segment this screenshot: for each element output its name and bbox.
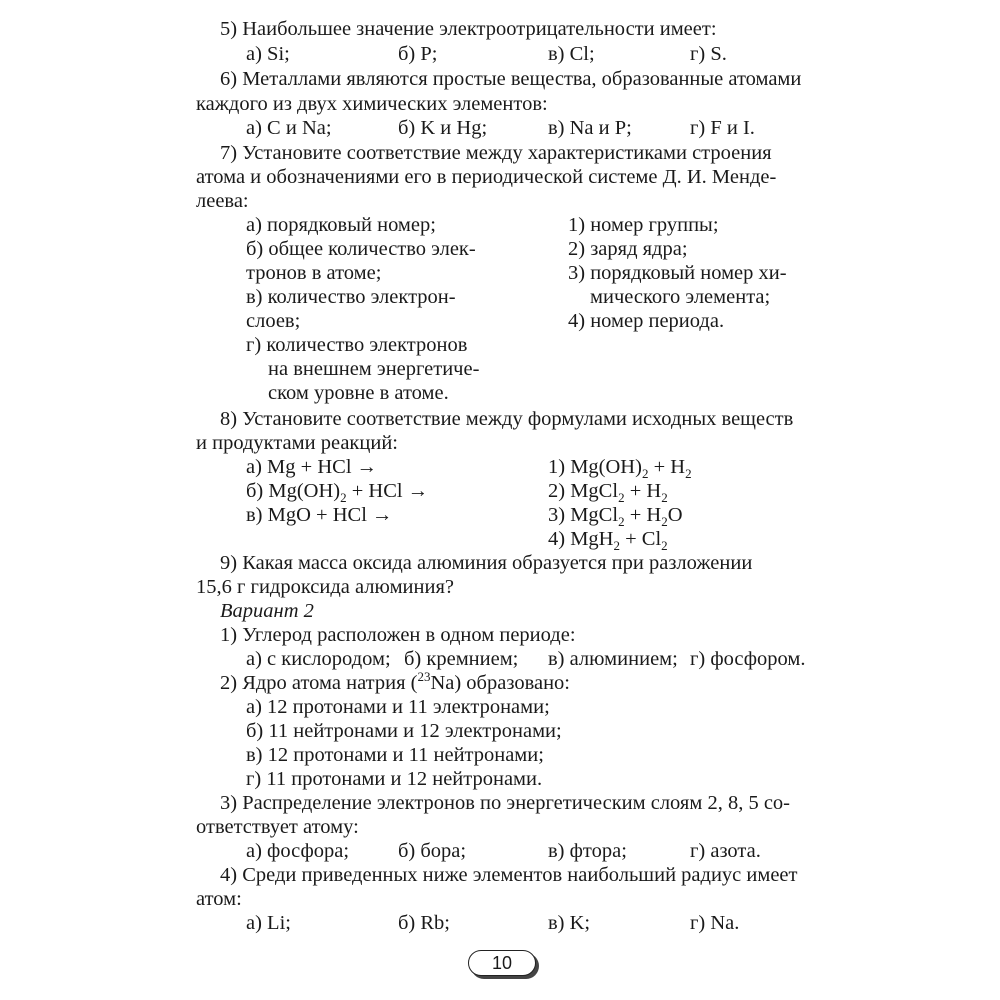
v2q4-option-d: г) Na. <box>690 912 740 934</box>
q9-line-1: 9) Какая масса оксида алюминия образуется при разложении <box>220 552 753 574</box>
q7-right-item: 2) заряд ядра; <box>568 238 688 260</box>
q7-left-item: тронов в атоме; <box>246 262 382 284</box>
q6-line-1: 6) Металлами являются простые вещества, образованные атомами <box>220 68 802 90</box>
page-number: 10 <box>468 950 536 976</box>
v2q3-option-d: г) азота. <box>690 840 761 862</box>
v2q3-option-a: а) фосфора; <box>246 840 350 862</box>
v2q2-option-b: б) 11 нейтронами и 12 электронами; <box>246 720 562 742</box>
q7-left-item: б) общее количество элек- <box>246 238 476 260</box>
v2q1-option-c: в) алюминием; <box>548 648 678 670</box>
q5-option-c: в) Cl; <box>548 43 595 65</box>
v2q2-option-a: а) 12 протонами и 11 электронами; <box>246 696 550 718</box>
q5-option-d: г) S. <box>690 43 727 65</box>
v2q1-option-d: г) фосфором. <box>690 648 806 670</box>
v2q2-option-d: г) 11 протонами и 12 нейтронами. <box>246 768 543 790</box>
v2q1-option-a: а) с кислородом; <box>246 648 391 670</box>
v2q1-text: 1) Углерод расположен в одном периоде: <box>220 624 576 646</box>
q8-reactant: б) $Mg(OH)_2$ + HCl → <box>246 480 429 506</box>
q7-line-3: леева: <box>196 190 249 212</box>
q7-left-item: ском уровне в атоме. <box>268 382 449 404</box>
q8-line-1: 8) Установите соответствие между формулами исходных веществ <box>220 408 794 430</box>
q7-left-item: а) порядковый номер; <box>246 214 436 236</box>
q8-reactant: а) Mg + HCl → <box>246 456 378 478</box>
v2q3-line-1: 3) Распределение электронов по энергетическим слоям 2, 8, 5 со- <box>220 792 790 814</box>
v2q2-option-c: в) 12 протонами и 11 нейтронами; <box>246 744 544 766</box>
v2q4-line-2: атом: <box>196 888 242 910</box>
v2q3-line-2: ответствует атому: <box>196 816 359 838</box>
q9-line-2: 15,6 г гидроксида алюминия? <box>196 576 454 598</box>
q5-option-b: б) P; <box>398 43 438 65</box>
q7-right-item: мического элемента; <box>590 286 771 308</box>
v2q3-option-b: б) бора; <box>398 840 467 862</box>
q7-right-item: 3) порядковый номер хи- <box>568 262 787 284</box>
q7-left-item: в) количество электрон- <box>246 286 456 308</box>
q7-left-item: г) количество электронов <box>246 334 468 356</box>
q5-text: 5) Наибольшее значение электроотрицательности имеет: <box>220 18 717 40</box>
q6-line-2: каждого из двух химических элементов: <box>196 93 548 115</box>
q7-line-1: 7) Установите соответствие между характеристиками строения <box>220 142 772 164</box>
q7-left-item: на внешнем энергетиче- <box>268 358 480 380</box>
variant-heading: Вариант 2 <box>220 600 314 622</box>
q6-option-d: г) F и I. <box>690 117 755 139</box>
q8-product: 2) MgCl$_2$ + $H_2$ <box>548 480 668 506</box>
v2q3-option-c: в) фтора; <box>548 840 627 862</box>
v2q4-option-a: а) Li; <box>246 912 291 934</box>
v2q4-option-c: в) K; <box>548 912 591 934</box>
q7-right-item: 1) номер группы; <box>568 214 719 236</box>
q8-product: 4) $MgH_2 + Cl_2$ <box>548 528 668 554</box>
q7-left-item: слоев; <box>246 310 301 332</box>
q8-line-2: и продуктами реакций: <box>196 432 398 454</box>
q6-option-c: в) Na и P; <box>548 117 632 139</box>
q7-right-item: 4) номер периода. <box>568 310 725 332</box>
q8-product: 1) $Mg(OH)_2 + H_2$ <box>548 456 692 482</box>
v2q2-text: 2) Ядро атома натрия ($^{23}$Na) образовано: <box>220 669 570 694</box>
q5-option-a: а) Si; <box>246 43 290 65</box>
v2q4-line-1: 4) Среди приведенных ниже элементов наибольший радиус имеет <box>220 864 798 886</box>
q6-option-a: а) C и Na; <box>246 117 332 139</box>
q8-reactant: в) MgO + HCl → <box>246 504 393 526</box>
q7-line-2: атома и обозначениями его в периодической системе Д. И. Менде- <box>196 166 777 188</box>
q8-product: 3) MgCl$_2$ + $H_2O$ <box>548 504 683 530</box>
v2q1-option-b: б) кремнием; <box>404 648 519 670</box>
v2q4-option-b: б) Rb; <box>398 912 451 934</box>
q6-option-b: б) K и Hg; <box>398 117 488 139</box>
